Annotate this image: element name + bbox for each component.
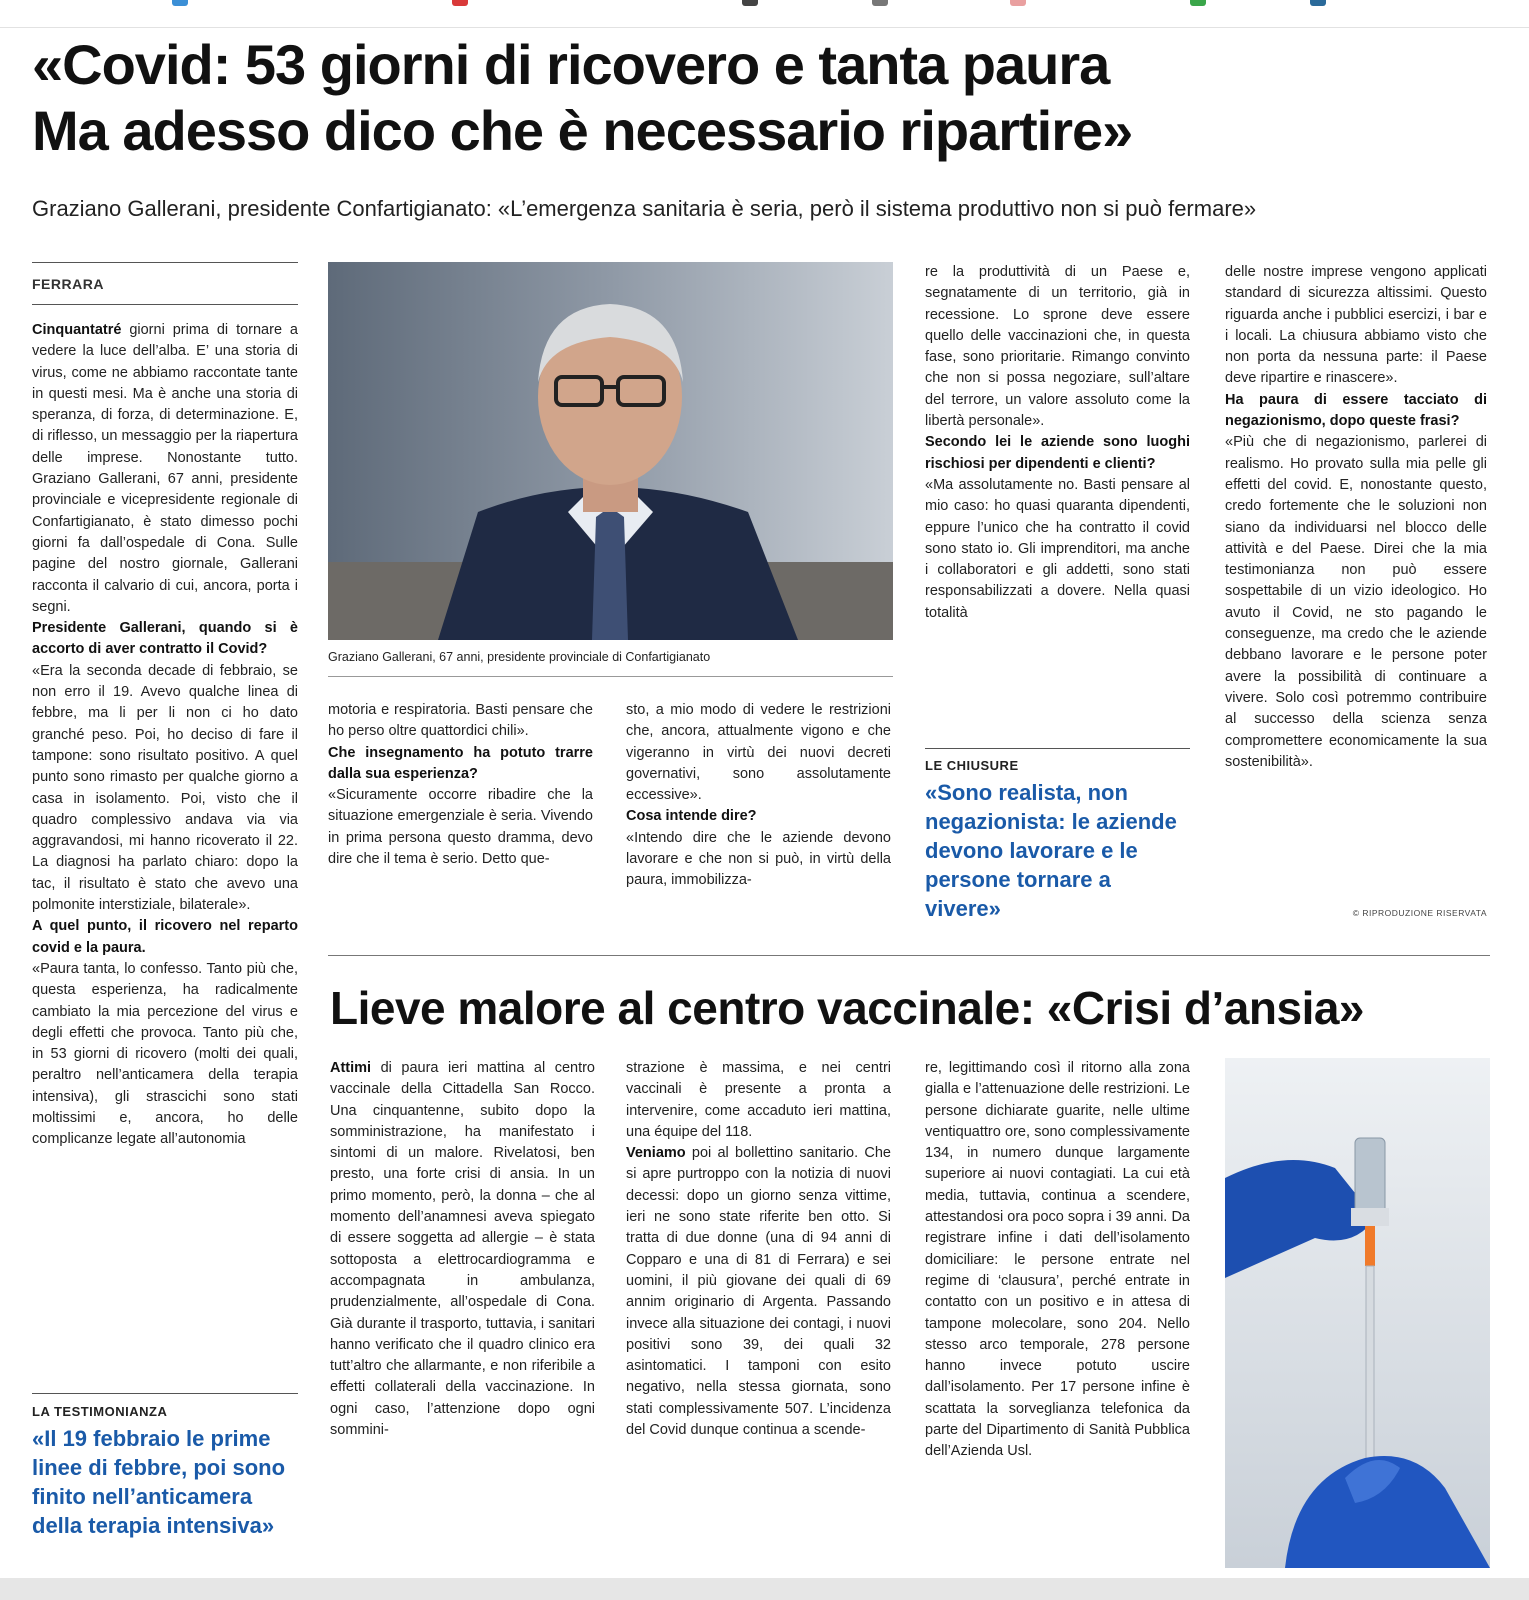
app-icon xyxy=(172,0,188,6)
box-kicker: LA TESTIMONIANZA xyxy=(32,1404,168,1419)
article-column-1 xyxy=(32,320,298,1370)
app-icon xyxy=(742,0,758,6)
app-icon xyxy=(452,0,468,6)
interview-answer: «Intendo dire che le aziende devono lavorare e che non si può, in virtù della paura, immobilizza- xyxy=(626,829,891,889)
interview-question: Secondo lei le aziende sono luoghi rischiosi per dipendenti e clienti? xyxy=(925,434,1190,472)
interview-question: Presidente Gallerani, quando si è accorto di aver contratto il Covid? xyxy=(32,620,298,658)
interview-answer: «Più che di negazionismo, parlerei di realismo. Ho provato sulla mia pelle gli effetti del covid. E, nonostante questo, credo fortemente che le soluzioni non siano da individuarsi nel blocco delle attività e del Paese. Direi che la mia testimonianza non può essere sospettabile di un vizio ideologico. Ho avuto il Covid, ne sto pagando le conseguenze, ma credo che le aziende debbano lavorare e le persone poter avere la possibilità di continuare a vivere. Solo così potremmo contribuire al successo della scienza senza compromettere economicamente la sua sostenibilità». xyxy=(1225,434,1487,770)
interview-answer: «Era la seconda decade di febbraio, se non erro il 19. Avevo qualche linea di febbre, ma li per li non ci ho dato granché peso. Poi, ho deciso di fare il tampone: sono risultato positivo. A quel punto sono rimasto per qualche giorno a casa in isolamento. Poi, visto che il quadro complessivo andava via via aggravandosi, mi hanno ricoverato il 22. La diagnosi ha parlato chiaro: dopo la tac, il risultato è stato che avevo una polmonite interstiziale, bilaterale». xyxy=(32,662,298,914)
lead-word: Cinquantatré xyxy=(32,322,122,338)
paragraph: di paura ieri mattina al centro vaccinale della Cittadella San Rocco. Una cinquantenne, subito dopo la somministrazione, ha manifestato i sintomi di un malore. Rivelatosi, ben presto, una forte crisi di ansia. In un primo momento, però, la donna – che al momento dell’anamnesi aveva spiegato di essere soggetta ad allergie – è stata sottoposta a elettrocardiogramma e accompagnata in ambulanza, prudenzialmente, all’ospedale di Cona. Già durante il trasporto, tuttavia, i sanitari hanno verificato che il quadro clinico era tutt’altro che allarmante, e non riferibile a effetti collaterali della vaccinazione. In ogni caso, l’attenzione dopo ogni sommini- xyxy=(330,1060,595,1439)
lead-word: Attimi xyxy=(330,1060,372,1076)
paragraph: strazione è massima, e nei centri vaccinali è presente a pronta a intervenire, come accaduto ieri mattina, una équipe del 118. xyxy=(626,1060,891,1140)
box-rule xyxy=(925,748,1190,749)
pull-quote: «Sono realista, non negazionista: le aziende devono lavorare e le persone tornare a vivere» xyxy=(925,780,1177,921)
headline-line-2: Ma adesso dico che è necessario ripartire» xyxy=(32,99,1133,162)
paragraph: delle nostre imprese vengono applicati standard di sicurezza altissimi. Questo riguarda anche i pubblici esercizi, i bar e i locali. La chiusura abbiamo visto che non porta da nessuna parte: il Paese deve ripartire e rinascere». xyxy=(1225,264,1487,387)
paragraph: sto, a mio modo di vedere le restrizioni che, ancora, attualmente vigono e che vigeranno in virtù dei nuovi decreti governativi, sono assolutamente eccessive». xyxy=(626,702,891,804)
vaccine-photo xyxy=(1225,1058,1490,1568)
paragraph: re, legittimando così il ritorno alla zona gialla e l’attenuazione delle restrizioni. Le persone dichiarate guarite, nelle ultime ventiquattro ore, sono complessivamente 134, in numero dunque largamente superiore ai nuovi contagiati. La cui età media, tuttavia, continua a scendere, attestandosi ora poco sopra i 39 anni. Da registrare infine i dati dell’isolamento domiciliare: le persone entrate nel regime di ‘clausura’, perché entrate in contatto con un positivo e in attesa di tampone molecolare, sono 204. Nello stesso arco temporale, 278 persone hanno invece potuto uscire dall’isolamento. Per 17 persone infine è scattata la sorveglianza telefonica da parte del Dipartimento di Sanità Pubblica dell’Azienda Usl. xyxy=(925,1060,1190,1460)
paragraph: poi al bollettino sanitario. Che si apre purtroppo con la notizia di nuovi decessi: dopo un giorno senza vittime, ieri ne sono state riferite ben otto. Si tratta di due donne (una di 94 anni di Copparo e una di 81 di Ferrara) e sei uomini, il più giovane dei quali di 69 annim originario di Argenta. Passando invece alla situazione dei contagi, i nuovi positivi sono 39, dei quali 32 asintomatici. I tamponi con esito negativo, nella stessa giornata, sono stati complessivamente 507. L’incidenza del Covid dunque continua a scende- xyxy=(626,1145,891,1439)
app-icon xyxy=(872,0,888,6)
portrait-illustration xyxy=(328,262,893,640)
app-icon xyxy=(1190,0,1206,6)
article-column-5 xyxy=(1225,262,1487,773)
article-2-column-3 xyxy=(925,1058,1190,1463)
interview-answer: «Ma assolutamente no. Basti pensare al mio caso: ho quasi quaranta dipendenti, eppure l’unico che ha contratto il covid sono stato io. Gli imprenditori, ma anche i collaboratori e gli addetti, sono stati responsabilizzati a dovere. Nella quasi totalità xyxy=(925,476,1190,621)
box-rule xyxy=(32,1393,298,1394)
article-2-column-1 xyxy=(330,1058,595,1441)
article-column-3 xyxy=(626,700,891,892)
app-icon xyxy=(1310,0,1326,6)
vaccine-illustration xyxy=(1225,1058,1490,1568)
article-headline xyxy=(32,32,1502,164)
paragraph: re la produttività di un Paese e, segnatamente di un territorio, già in recessione. Lo sprone deve essere quello delle vaccinazioni che, in questa fase, sono prioritarie. Rimango convinto che non si possa negoziare, sull’altare del terrore, un valore assoluto come la libertà personale». xyxy=(925,264,1190,430)
photo-caption: Graziano Gallerani, 67 anni, presidente provinciale di Confartigianato xyxy=(328,650,711,664)
pull-quote: «Il 19 febbraio le prime linee di febbre, poi sono finito nell’anticamera della terapia intensiva» xyxy=(32,1426,286,1538)
interview-answer: «Sicuramente occorre ribadire che la situazione emergenziale è seria. Vivendo in prima persona questo dramma, devo dire che il tema è serio. Detto que- xyxy=(328,787,593,868)
interview-question: Cosa intende dire? xyxy=(626,808,757,825)
article-subheadline: Graziano Gallerani, presidente Confartigianato: «L’emergenza sanitaria è seria, però il sistema produttivo non si può fermare» xyxy=(32,196,1257,221)
column-rule xyxy=(32,262,298,263)
box-kicker: LE CHIUSURE xyxy=(925,758,1019,773)
interview-question: Che insegnamento ha potuto trarre dalla sua esperienza? xyxy=(328,744,593,782)
browser-bottom-strip xyxy=(0,1578,1529,1600)
interview-question: A quel punto, il ricovero nel reparto covid e la paura. xyxy=(32,918,298,956)
portrait-photo xyxy=(328,262,893,640)
article-column-2 xyxy=(328,700,593,870)
section-divider xyxy=(328,955,1490,956)
paragraph: motoria e respiratoria. Basti pensare che ho perso oltre quattordici chili». xyxy=(328,702,593,740)
copyright-notice: © RIPRODUZIONE RISERVATA xyxy=(1352,908,1487,918)
headline-line-1: «Covid: 53 giorni di ricovero e tanta paura xyxy=(32,33,1110,96)
dateline: FERRARA xyxy=(32,276,104,292)
browser-top-strip xyxy=(0,0,1529,28)
column-rule xyxy=(328,676,893,677)
app-icon xyxy=(1010,0,1026,6)
article-2-column-2 xyxy=(626,1058,891,1441)
paragraph: giorni prima di tornare a vedere la luce dell’alba. E’ una storia di virus, come ne abbiamo raccontate tante in questi mesi. Ma è anche una storia di speranza, di forza, di determinazione. E, di riflesso, un messaggio per la riapertura delle imprese. Nonostante tutto. Graziano Gallerani, 67 anni, presidente provinciale e vicepresidente regionale di Confartigianato, è stato dimesso pochi giorni fa dall’ospedale di Cona. Sulle pagine del nostro giornale, Gallerani racconta il calvario di cui, ancora, porta i segni. xyxy=(32,322,298,615)
interview-answer: «Paura tanta, lo confesso. Tanto più che, questa esperienza, ha radicalmente cambiato la mia percezione del virus e degli effetti che provoca. Tanto più che, in 53 giorni di ricovero (molti dei quali, peraltro nell’anticamera della terapia intensiva), gli strascichi sono stati moltissimi e, ancora, ho delle complicanze legate all’autonomia xyxy=(32,960,298,1148)
article-2-headline: Lieve malore al centro vaccinale: «Crisi d’ansia» xyxy=(330,982,1365,1034)
lead-word: Veniamo xyxy=(626,1145,686,1162)
interview-question: Ha paura di essere tacciato di negazionismo, dopo queste frasi? xyxy=(1225,391,1487,430)
column-rule xyxy=(32,304,298,305)
article-column-4 xyxy=(925,262,1190,624)
